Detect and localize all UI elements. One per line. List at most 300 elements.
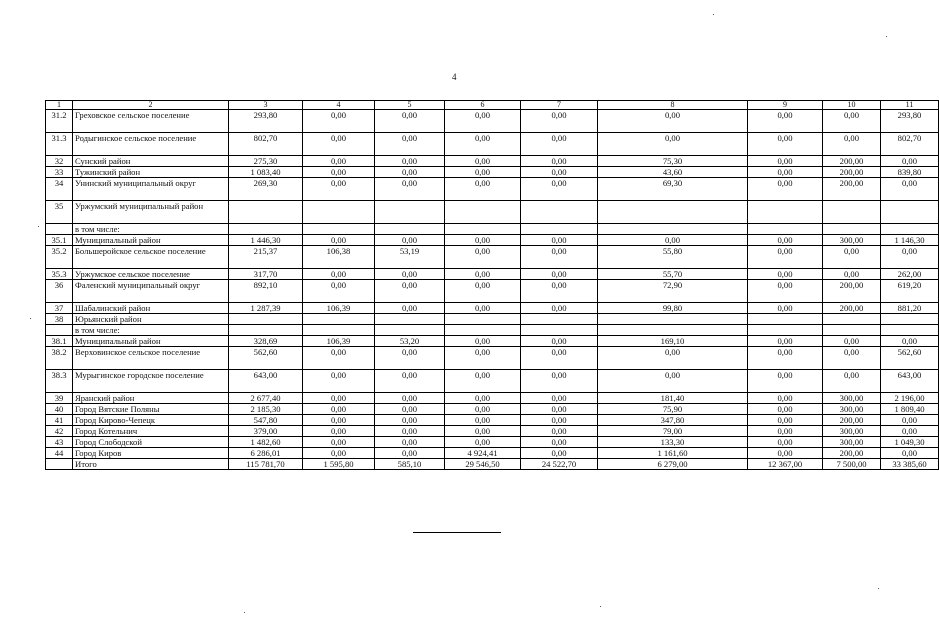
value-cell: 43,60 [598, 167, 748, 178]
column-number-cell: 6 [445, 101, 521, 110]
value-cell: 0,00 [303, 167, 375, 178]
value-cell: 0,00 [521, 370, 598, 393]
value-cell: 0,00 [748, 280, 823, 303]
table-row [46, 156, 939, 167]
value-cell: 0,00 [521, 167, 598, 178]
value-cell: 0,00 [521, 448, 598, 459]
value-cell: 69,30 [598, 178, 748, 201]
value-cell: 200,00 [823, 303, 881, 314]
value-cell [823, 314, 881, 325]
row-number-cell: 35.2 [46, 246, 73, 269]
value-cell: 1 049,30 [881, 437, 939, 448]
value-cell: 0,00 [303, 280, 375, 303]
row-number-cell: 38.2 [46, 347, 73, 370]
value-cell: 0,00 [445, 347, 521, 370]
row-name-cell: Шабалинский район [73, 303, 229, 314]
value-cell: 0,00 [303, 269, 375, 280]
value-cell: 0,00 [521, 404, 598, 415]
value-cell: 0,00 [445, 404, 521, 415]
value-cell [598, 325, 748, 336]
value-cell: 72,90 [598, 280, 748, 303]
value-cell [521, 314, 598, 325]
value-cell: 619,20 [881, 280, 939, 303]
table-row [46, 336, 939, 347]
value-cell [303, 224, 375, 235]
value-cell: 0,00 [748, 110, 823, 133]
value-cell: 0,00 [748, 167, 823, 178]
value-cell: 106,39 [303, 336, 375, 347]
value-cell: 55,80 [598, 246, 748, 269]
value-cell: 200,00 [823, 415, 881, 426]
value-cell [823, 325, 881, 336]
value-cell: 75,30 [598, 156, 748, 167]
value-cell: 0,00 [521, 235, 598, 246]
value-cell: 0,00 [521, 269, 598, 280]
value-cell: 0,00 [375, 415, 445, 426]
row-number-cell: 35 [46, 201, 73, 224]
value-cell: 0,00 [303, 156, 375, 167]
value-cell: 0,00 [445, 393, 521, 404]
value-cell: 0,00 [375, 133, 445, 156]
row-number-cell: 41 [46, 415, 73, 426]
value-cell: 1 595,80 [303, 459, 375, 470]
value-cell [748, 314, 823, 325]
value-cell: 0,00 [521, 156, 598, 167]
row-number-cell: 38.3 [46, 370, 73, 393]
value-cell: 0,00 [375, 156, 445, 167]
value-cell: 0,00 [375, 269, 445, 280]
value-cell: 55,70 [598, 269, 748, 280]
value-cell [375, 314, 445, 325]
row-number-cell [46, 224, 73, 235]
value-cell: 200,00 [823, 280, 881, 303]
column-number-cell: 2 [73, 101, 229, 110]
table-row [46, 426, 939, 437]
row-name-cell: Тужинский район [73, 167, 229, 178]
row-number-cell [46, 325, 73, 336]
row-number-cell: 42 [46, 426, 73, 437]
table-body [46, 101, 939, 470]
value-cell: 1 809,40 [881, 404, 939, 415]
value-cell: 0,00 [375, 178, 445, 201]
value-cell [445, 325, 521, 336]
value-cell [748, 325, 823, 336]
row-number-cell: 40 [46, 404, 73, 415]
value-cell: 169,10 [598, 336, 748, 347]
value-cell: 562,60 [229, 347, 303, 370]
column-number-cell: 5 [375, 101, 445, 110]
value-cell: 53,19 [375, 246, 445, 269]
value-cell [823, 201, 881, 224]
value-cell: 0,00 [823, 269, 881, 280]
column-number-row [46, 101, 939, 110]
value-cell: 0,00 [748, 393, 823, 404]
value-cell: 79,00 [598, 426, 748, 437]
value-cell: 0,00 [445, 426, 521, 437]
value-cell: 0,00 [445, 156, 521, 167]
value-cell: 0,00 [748, 235, 823, 246]
row-name-cell: Город Кирово-Чепецк [73, 415, 229, 426]
value-cell: 881,20 [881, 303, 939, 314]
row-number-cell: 43 [46, 437, 73, 448]
value-cell: 0,00 [375, 437, 445, 448]
column-number-cell: 8 [598, 101, 748, 110]
value-cell: 0,00 [881, 448, 939, 459]
bottom-rule [413, 532, 501, 533]
value-cell: 0,00 [748, 347, 823, 370]
table-row [46, 246, 939, 269]
row-number-cell: 35.3 [46, 269, 73, 280]
value-cell: 0,00 [521, 426, 598, 437]
value-cell: 0,00 [598, 133, 748, 156]
row-name-cell: Муниципальный район [73, 336, 229, 347]
value-cell: 215,37 [229, 246, 303, 269]
row-number-cell: 32 [46, 156, 73, 167]
value-cell [445, 314, 521, 325]
scan-speck [244, 612, 245, 613]
value-cell: 0,00 [521, 415, 598, 426]
value-cell: 585,10 [375, 459, 445, 470]
scan-speck [886, 36, 887, 37]
value-cell: 0,00 [598, 370, 748, 393]
value-cell: 0,00 [748, 437, 823, 448]
value-cell: 0,00 [375, 370, 445, 393]
table-row [46, 303, 939, 314]
value-cell [445, 224, 521, 235]
value-cell [823, 224, 881, 235]
value-cell: 300,00 [823, 393, 881, 404]
value-cell: 0,00 [521, 280, 598, 303]
value-cell: 0,00 [521, 303, 598, 314]
row-number-cell: 36 [46, 280, 73, 303]
value-cell: 0,00 [521, 133, 598, 156]
row-name-cell: Мурыгинское городское поселение [73, 370, 229, 393]
value-cell: 0,00 [748, 246, 823, 269]
value-cell: 2 185,30 [229, 404, 303, 415]
table-row [46, 448, 939, 459]
value-cell: 275,30 [229, 156, 303, 167]
column-number-cell: 1 [46, 101, 73, 110]
value-cell: 0,00 [881, 415, 939, 426]
value-cell: 0,00 [445, 280, 521, 303]
row-name-cell: Фаленский муниципальный округ [73, 280, 229, 303]
value-cell [521, 224, 598, 235]
table-row [46, 370, 939, 393]
row-name-cell: Город Слободской [73, 437, 229, 448]
row-name-cell: Город Котельнич [73, 426, 229, 437]
value-cell: 1 287,39 [229, 303, 303, 314]
value-cell: 0,00 [375, 393, 445, 404]
value-cell: 200,00 [823, 167, 881, 178]
value-cell: 2 677,40 [229, 393, 303, 404]
value-cell: 0,00 [748, 370, 823, 393]
value-cell: 293,80 [229, 110, 303, 133]
value-cell: 0,00 [748, 303, 823, 314]
value-cell: 379,00 [229, 426, 303, 437]
scan-speck [878, 588, 879, 589]
row-name-cell: Большеройское сельское поселение [73, 246, 229, 269]
value-cell: 33 385,60 [881, 459, 939, 470]
value-cell: 0,00 [445, 133, 521, 156]
value-cell: 0,00 [748, 448, 823, 459]
column-number-cell: 3 [229, 101, 303, 110]
value-cell [445, 201, 521, 224]
value-cell: 0,00 [303, 404, 375, 415]
value-cell: 1 146,30 [881, 235, 939, 246]
value-cell: 0,00 [375, 404, 445, 415]
value-cell: 0,00 [303, 437, 375, 448]
value-cell: 181,40 [598, 393, 748, 404]
row-number-cell: 35.1 [46, 235, 73, 246]
table-row [46, 110, 939, 133]
row-number-cell: 38 [46, 314, 73, 325]
value-cell: 0,00 [303, 235, 375, 246]
value-cell: 0,00 [521, 347, 598, 370]
column-number-cell: 11 [881, 101, 939, 110]
value-cell: 0,00 [375, 280, 445, 303]
value-cell [303, 201, 375, 224]
table-row [46, 201, 939, 224]
row-number-cell: 38.1 [46, 336, 73, 347]
row-name-cell: Город Киров [73, 448, 229, 459]
value-cell: 0,00 [375, 426, 445, 437]
value-cell: 12 367,00 [748, 459, 823, 470]
row-number-cell: 39 [46, 393, 73, 404]
table-row [46, 269, 939, 280]
value-cell: 0,00 [881, 246, 939, 269]
table-row [46, 415, 939, 426]
row-number-cell: 31.3 [46, 133, 73, 156]
value-cell: 0,00 [823, 347, 881, 370]
value-cell: 839,80 [881, 167, 939, 178]
value-cell: 0,00 [445, 246, 521, 269]
value-cell: 0,00 [445, 178, 521, 201]
budget-table [45, 100, 939, 470]
table-row [46, 133, 939, 156]
value-cell: 6 286,01 [229, 448, 303, 459]
value-cell: 643,00 [229, 370, 303, 393]
value-cell: 0,00 [445, 437, 521, 448]
value-cell: 0,00 [881, 336, 939, 347]
value-cell: 99,80 [598, 303, 748, 314]
table-row [46, 235, 939, 246]
value-cell: 293,80 [881, 110, 939, 133]
value-cell: 200,00 [823, 448, 881, 459]
value-cell [881, 201, 939, 224]
value-cell: 300,00 [823, 426, 881, 437]
value-cell: 547,80 [229, 415, 303, 426]
value-cell: 0,00 [445, 235, 521, 246]
value-cell: 0,00 [303, 347, 375, 370]
row-number-cell: 44 [46, 448, 73, 459]
value-cell: 106,39 [303, 303, 375, 314]
scan-speck [38, 226, 39, 227]
value-cell: 24 522,70 [521, 459, 598, 470]
value-cell: 0,00 [375, 235, 445, 246]
value-cell: 0,00 [521, 336, 598, 347]
value-cell: 6 279,00 [598, 459, 748, 470]
value-cell [881, 325, 939, 336]
value-cell: 0,00 [303, 133, 375, 156]
value-cell: 0,00 [598, 347, 748, 370]
column-number-cell: 7 [521, 101, 598, 110]
value-cell: 0,00 [375, 303, 445, 314]
value-cell: 300,00 [823, 404, 881, 415]
value-cell: 0,00 [445, 303, 521, 314]
value-cell: 317,70 [229, 269, 303, 280]
value-cell: 29 546,50 [445, 459, 521, 470]
value-cell [598, 314, 748, 325]
value-cell: 347,80 [598, 415, 748, 426]
value-cell: 328,69 [229, 336, 303, 347]
row-name-cell: Юрьянский район [73, 314, 229, 325]
value-cell: 0,00 [748, 269, 823, 280]
value-cell [229, 314, 303, 325]
value-cell: 0,00 [303, 415, 375, 426]
value-cell: 0,00 [598, 235, 748, 246]
value-cell [521, 201, 598, 224]
table-row [46, 459, 939, 470]
value-cell: 562,60 [881, 347, 939, 370]
row-name-cell: Итого [73, 459, 229, 470]
table-row [46, 314, 939, 325]
value-cell: 75,90 [598, 404, 748, 415]
value-cell [598, 224, 748, 235]
value-cell: 0,00 [445, 415, 521, 426]
value-cell: 0,00 [748, 426, 823, 437]
page-number: 4 [452, 72, 457, 82]
value-cell [229, 325, 303, 336]
value-cell: 4 924,41 [445, 448, 521, 459]
value-cell: 0,00 [303, 426, 375, 437]
value-cell: 2 196,00 [881, 393, 939, 404]
row-name-cell: в том числе: [73, 224, 229, 235]
value-cell: 0,00 [445, 167, 521, 178]
value-cell: 0,00 [303, 178, 375, 201]
row-name-cell: в том числе: [73, 325, 229, 336]
value-cell: 0,00 [823, 336, 881, 347]
value-cell: 0,00 [445, 370, 521, 393]
value-cell: 0,00 [748, 404, 823, 415]
value-cell: 0,00 [445, 110, 521, 133]
row-name-cell: Родыгинское сельское поселение [73, 133, 229, 156]
row-name-cell: Яранский район [73, 393, 229, 404]
value-cell: 300,00 [823, 437, 881, 448]
row-name-cell: Уржумское сельское поселение [73, 269, 229, 280]
column-number-cell: 9 [748, 101, 823, 110]
value-cell [598, 201, 748, 224]
value-cell [375, 224, 445, 235]
table-row [46, 347, 939, 370]
value-cell: 0,00 [521, 246, 598, 269]
value-cell: 0,00 [521, 110, 598, 133]
value-cell: 0,00 [445, 336, 521, 347]
table-row [46, 325, 939, 336]
value-cell: 0,00 [881, 178, 939, 201]
row-number-cell: 31.2 [46, 110, 73, 133]
value-cell: 0,00 [748, 415, 823, 426]
column-number-cell: 10 [823, 101, 881, 110]
row-name-cell: Греховское сельское поселение [73, 110, 229, 133]
value-cell [881, 224, 939, 235]
value-cell: 0,00 [303, 370, 375, 393]
value-cell: 0,00 [748, 156, 823, 167]
row-number-cell: 34 [46, 178, 73, 201]
value-cell: 269,30 [229, 178, 303, 201]
value-cell: 0,00 [823, 370, 881, 393]
row-name-cell: Верховинское сельское поселение [73, 347, 229, 370]
value-cell [229, 224, 303, 235]
value-cell: 0,00 [598, 110, 748, 133]
table-row [46, 167, 939, 178]
value-cell: 53,20 [375, 336, 445, 347]
row-number-cell: 33 [46, 167, 73, 178]
table-row [46, 404, 939, 415]
column-number-cell: 4 [303, 101, 375, 110]
value-cell: 0,00 [375, 347, 445, 370]
table-row [46, 437, 939, 448]
table-row [46, 393, 939, 404]
value-cell: 0,00 [823, 110, 881, 133]
table-row [46, 280, 939, 303]
table-row [46, 178, 939, 201]
row-name-cell: Уржумский муниципальный район [73, 201, 229, 224]
value-cell: 300,00 [823, 235, 881, 246]
value-cell: 0,00 [375, 448, 445, 459]
value-cell: 892,10 [229, 280, 303, 303]
value-cell: 200,00 [823, 178, 881, 201]
value-cell: 262,00 [881, 269, 939, 280]
value-cell: 133,30 [598, 437, 748, 448]
value-cell: 643,00 [881, 370, 939, 393]
value-cell [521, 325, 598, 336]
row-number-cell: 37 [46, 303, 73, 314]
value-cell: 0,00 [303, 393, 375, 404]
value-cell: 0,00 [303, 448, 375, 459]
value-cell: 0,00 [823, 246, 881, 269]
value-cell: 0,00 [881, 156, 939, 167]
value-cell: 0,00 [748, 133, 823, 156]
value-cell: 0,00 [375, 167, 445, 178]
value-cell [748, 224, 823, 235]
value-cell: 200,00 [823, 156, 881, 167]
value-cell: 802,70 [229, 133, 303, 156]
row-name-cell: Муниципальный район [73, 235, 229, 246]
value-cell: 0,00 [303, 110, 375, 133]
value-cell: 0,00 [823, 133, 881, 156]
row-name-cell: Унинский муниципальный округ [73, 178, 229, 201]
value-cell: 0,00 [748, 336, 823, 347]
value-cell: 802,70 [881, 133, 939, 156]
scan-speck [600, 606, 601, 607]
value-cell: 115 781,70 [229, 459, 303, 470]
row-name-cell: Сунский район [73, 156, 229, 167]
value-cell: 1 482,60 [229, 437, 303, 448]
table-row [46, 224, 939, 235]
value-cell [748, 201, 823, 224]
value-cell [303, 314, 375, 325]
scan-speck [713, 14, 714, 15]
value-cell [881, 314, 939, 325]
value-cell [303, 325, 375, 336]
value-cell: 0,00 [445, 269, 521, 280]
value-cell: 0,00 [881, 426, 939, 437]
value-cell: 0,00 [521, 437, 598, 448]
value-cell [229, 201, 303, 224]
value-cell [375, 325, 445, 336]
value-cell: 0,00 [748, 178, 823, 201]
value-cell: 0,00 [521, 178, 598, 201]
